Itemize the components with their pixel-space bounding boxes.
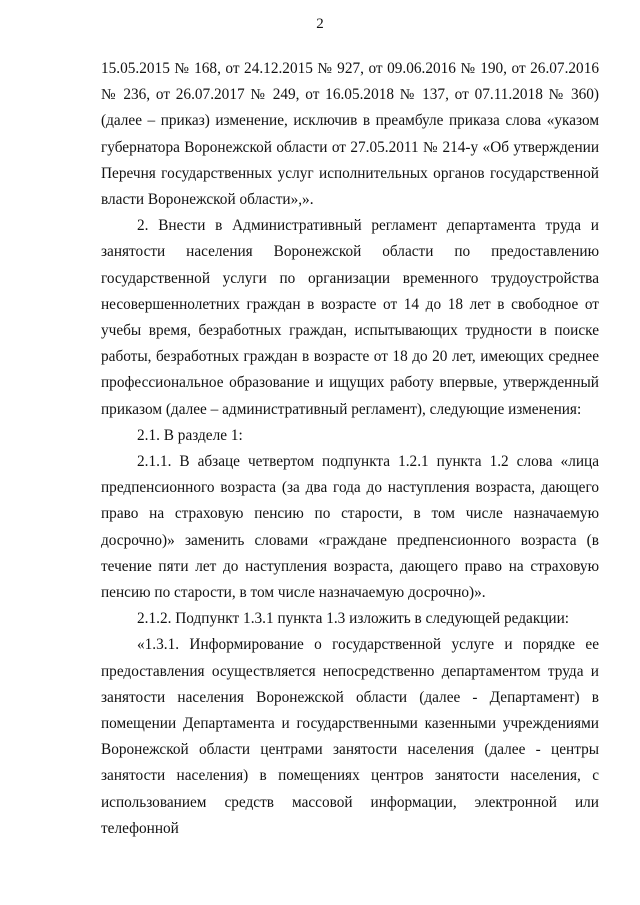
paragraph-item-2-1-1: 2.1.1. В абзаце четвертом подпункта 1.2.1 пункта 1.2 слова «лица предпенсионного возраста (за два года до наступления возраста, дающего право на страховую пенсию по старости, в том числе назначаемую досрочно)» заменить словами «граждане предпенсионного возраста (в течение пяти лет до наступления возраста, дающего право на страховую пенсию по старости, в том числе назначаемую досрочно)».	[101, 453, 599, 602]
paragraph-item-2: 2. Внести в Административный регламент департамента труда и занятости населения Воронежской области по предоставлению государственной услуги по организации временного трудоустройства несовершеннолетних граждан в возрасте от 14 до 18 лет в свободное от учебы время, безработных граждан, испытывающих трудности в поиске работы, безработных граждан в возрасте от 18 до 20 лет, имеющих среднее профессиональное образование и ищущих работу впервые, утвержденный приказом (далее – административный регламент), следующие изменения:	[101, 217, 599, 418]
page-number: 2	[316, 16, 324, 32]
paragraph-continuation: 15.05.2015 № 168, от 24.12.2015 № 927, от 09.06.2016 № 190, от 26.07.2016 № 236, от 26.07.2017 № 249, от 16.05.2018 № 137, от 07.11.2018 № 360) (далее – приказ) изменение, исключив в преамбуле приказа слова «указом губернатора Воронежской области от 27.05.2011 № 214-у «Об утверждении Перечня государственных услуг исполнительных органов государственной власти Воронежской области»,».	[101, 60, 599, 209]
paragraph-item-2-1-2: 2.1.2. Подпункт 1.3.1 пункта 1.3 изложить в следующей редакции:	[137, 610, 570, 628]
paragraph-item-1-3-1: «1.3.1. Информирование о государственной услуге и порядке ее предоставления осуществляется непосредственно департаментом труда и занятости населения Воронежской области (далее - Департамент) в помещении Департамента и государственными казенными учреждениями Воронежской области центрами занятости населения (далее - центры занятости населения) в помещениях центров занятости населения, с использованием средств массовой информации, электронной или телефонной	[101, 636, 599, 837]
document-body	[101, 56, 599, 842]
paragraph-item-2-1: 2.1. В разделе 1:	[137, 426, 243, 444]
